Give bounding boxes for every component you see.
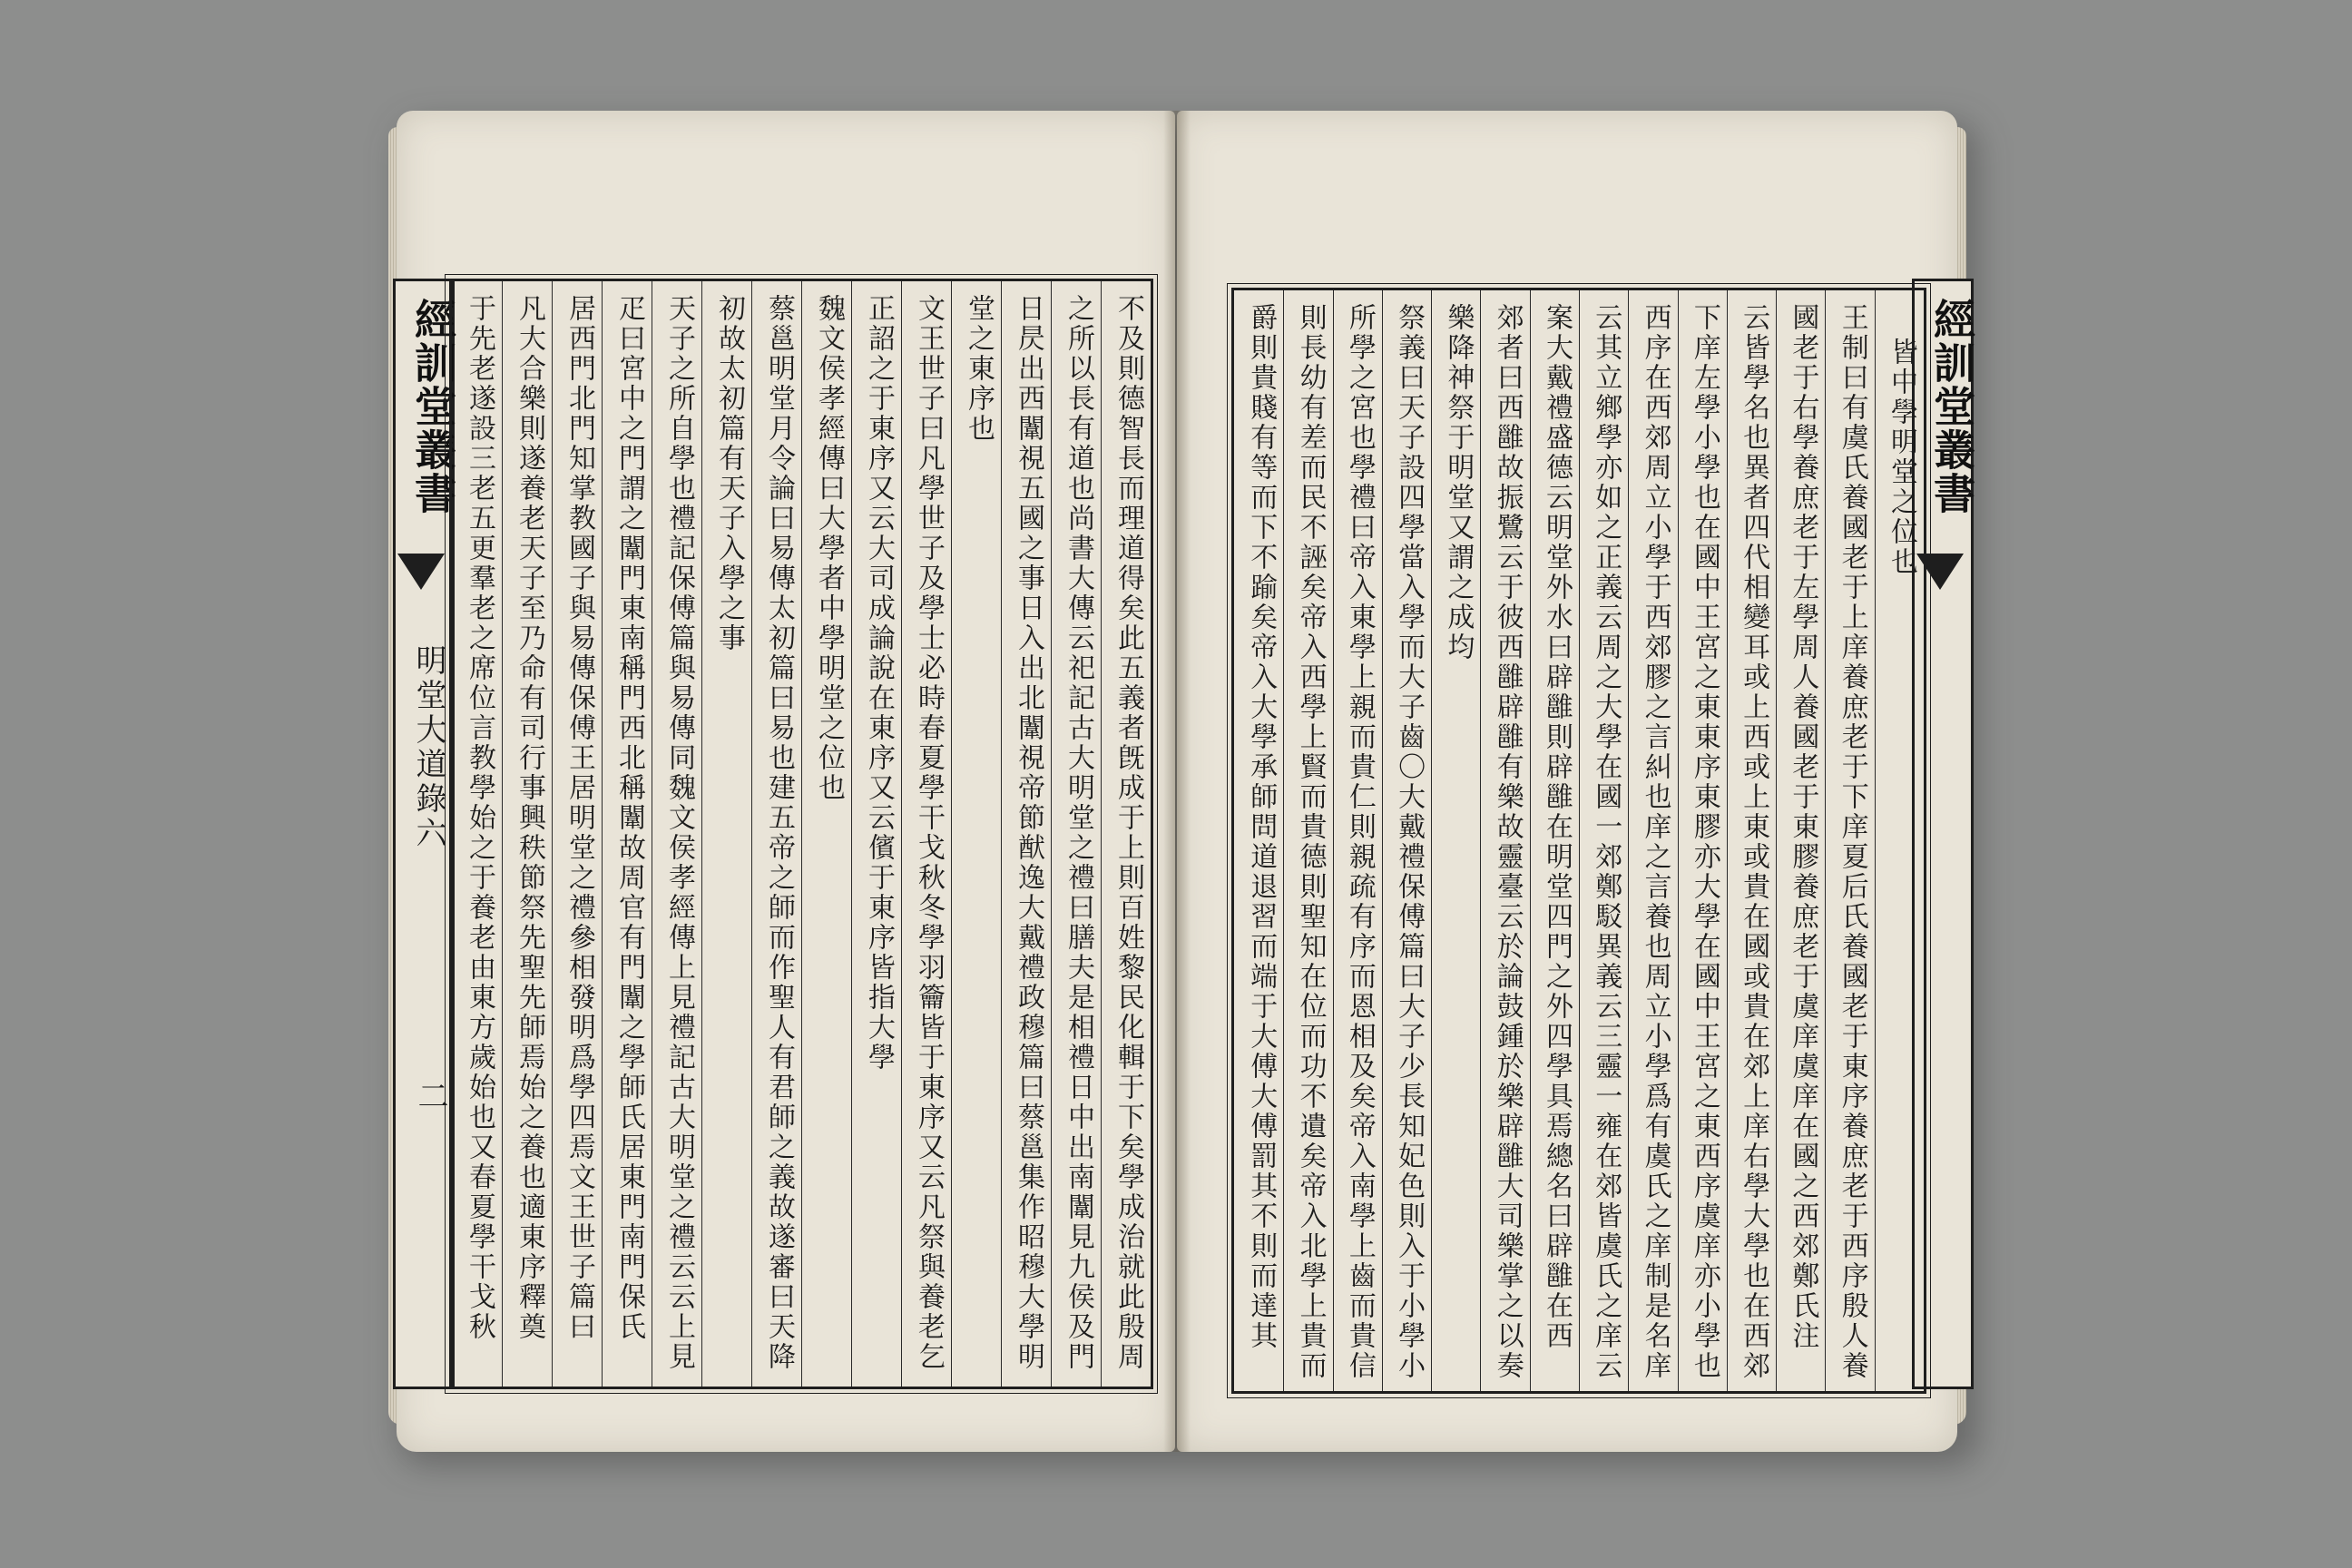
right-column: 王制曰有虞氏養國老于上庠養庶老于下庠夏后氏養國老于東序養庶老于西序殷人養: [1836, 303, 1868, 1381]
right-column: 云其立鄉學亦如之正義云周之大學在國一郊鄭駁異義云三靈一雍在郊皆虞氏之庠云: [1590, 303, 1622, 1381]
right-column: 祭義曰天子設四學當入學而大子齒〇大戴禮保傅篇曰大子少長知妃色則入于小學小: [1393, 303, 1426, 1381]
column-rule: [751, 281, 752, 1387]
left-text-frame: [449, 279, 1153, 1389]
right-column: 案大戴禮盛德云明堂外水曰辟雝則辟雝在明堂四門之外四學具焉總名曰辟雝在西: [1540, 303, 1573, 1351]
column-rule: [1051, 281, 1052, 1387]
column-rule: [1875, 290, 1876, 1391]
left-column: 之所以長有道也尚書大傳云祀記古大明堂之禮曰膳夫是相禮日中出南闈見九侯及門: [1063, 294, 1094, 1372]
column-rule: [1678, 290, 1679, 1391]
left-margin-strip: [393, 279, 455, 1389]
column-rule: [552, 281, 553, 1387]
right-column: 國老于右學養庶老于左學周人養國老于東膠養庶老于虞庠虞庠在國之西郊鄭氏注: [1787, 303, 1819, 1351]
column-rule: [1530, 290, 1531, 1391]
left-column: 不及則德智長而理道得矣此五義者旣成于上則百姓黎民化輯于下矣學成治就此殷周: [1112, 294, 1144, 1372]
column-rule: [1579, 290, 1580, 1391]
column-rule: [1825, 290, 1826, 1391]
right-column: 下庠左學小學也在國中王宮之東東序東膠亦大學在國中王宮之東西序虞庠亦小學也: [1688, 303, 1720, 1381]
column-rule: [1382, 290, 1383, 1391]
column-rule: [801, 281, 802, 1387]
column-rule: [901, 281, 902, 1387]
fish-tail-mark: [397, 554, 445, 590]
right-column: 郊者曰西雝故振鷺云于彼西雝辟雝有樂故靈臺云於論鼓鍾於樂辟雝大司樂掌之以奏: [1491, 303, 1524, 1381]
left-column: 凡大合樂則遂養老天子至乃命有司行事興秩節祭先聖先師焉始之養也適東序釋奠: [514, 294, 545, 1342]
left-column: 文王世子曰凡學世子及學士必時春夏學干戈秋冬學羽籥皆于東序又云凡祭與養老乞: [913, 294, 945, 1372]
left-column: 天子之所自學也禮記保傅篇與易傳同魏文侯孝經傳上見禮記古大明堂之禮云云上見: [663, 294, 695, 1372]
left-column: 蔡邕明堂月令論曰易傳太初篇曰易也建五帝之師而作聖人有君師之義故遂審曰天降: [763, 294, 795, 1372]
column-rule: [1776, 290, 1777, 1391]
column-rule: [1333, 290, 1334, 1391]
left-column: 初故太初篇有天子入學之事: [713, 294, 745, 653]
column-rule: [1480, 290, 1481, 1391]
column-rule: [701, 281, 702, 1387]
right-column: 西序在西郊周立小學于西郊膠之言糾也庠之言養也周立小學爲有虞氏之庠制是名庠: [1639, 303, 1671, 1381]
left-column: 于先老遂設三老五更羣老之席位言教學始之于養老由東方歲始也又春夏學干戈秋: [464, 294, 495, 1342]
column-rule: [1101, 281, 1102, 1387]
column-rule: [602, 281, 603, 1387]
left-column: 堂之東序也: [963, 294, 995, 444]
column-rule: [1001, 281, 1002, 1387]
column-rule: [1628, 290, 1629, 1391]
left-column: 居西門北門知掌教國子與易傳保傅王居明堂之禮參相發明爲學四焉文王世子篇曰: [564, 294, 595, 1342]
column-rule: [1283, 290, 1284, 1391]
left-column: 日昃出西闈視五國之事日入出北闈視帝節猷逸大戴禮政穆篇曰蔡邕集作昭穆大學明: [1013, 294, 1044, 1372]
column-rule: [1431, 290, 1432, 1391]
column-rule: [1727, 290, 1728, 1391]
column-rule: [502, 281, 503, 1387]
right-column: 樂降神祭于明堂又謂之成均: [1442, 303, 1475, 662]
right-column: 云皆學名也異者四代相變耳或上西或上東或貴在國或貴在郊上庠右學大學也在西郊: [1738, 303, 1770, 1381]
page-number: 二: [412, 1080, 448, 1111]
column-rule: [951, 281, 952, 1387]
right-column: 則長幼有差而民不誣矣帝入西學上賢而貴德則聖知在位而功不遺矣帝入北學上貴而: [1294, 303, 1327, 1381]
column-rule: [851, 281, 852, 1387]
right-book-title: 經訓堂叢書: [1927, 298, 1976, 515]
left-book-title: 經訓堂叢書: [408, 298, 457, 515]
book-gutter: [1163, 111, 1191, 1452]
chapter-title: 明堂大道錄六: [410, 644, 446, 851]
right-text-frame: [1231, 288, 1926, 1394]
left-column: 正詔之于東序又云大司成論說在東序又云儐于東序皆指大學: [863, 294, 895, 1073]
right-heading: 皆中學明堂之位也: [1885, 338, 1917, 577]
right-column: 所學之宮也學禮曰帝入東學上親而貴仁則親疏有序而恩相及矣帝入南學上齒而貴信: [1343, 303, 1376, 1381]
left-column: 魏文侯孝經傳曰大學者中學明堂之位也: [813, 294, 845, 803]
left-column: 疋曰宮中之門謂之闈門東南稱門西北稱闈故周官有門闈之學師氏居東門南門保氏: [613, 294, 645, 1342]
right-column: 爵則貴賤有等而下不踰矣帝入大學承師問道退習而端于大傅大傅罰其不則而達其: [1245, 303, 1278, 1351]
